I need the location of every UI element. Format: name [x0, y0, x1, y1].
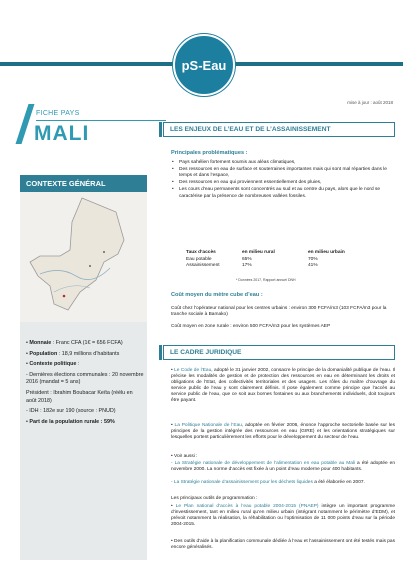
cadre-section-title: LE CADRE JURIDIQUE — [163, 345, 395, 360]
fact-politics: • Contexte politique : — [26, 361, 80, 368]
map-icon — [20, 192, 147, 322]
politique-link[interactable]: La Politique Nationale de l’Eau — [174, 423, 242, 428]
table-cell: 70% — [308, 256, 318, 262]
context-facts — [26, 340, 144, 429]
fiche-divider — [36, 120, 166, 121]
ps-eau-logo[interactable] — [173, 34, 235, 96]
update-date: mise à jour : août 2018 — [347, 100, 393, 105]
fact-idh: - IDH : 182e sur 190 (source : PNUD) — [26, 408, 116, 415]
pnaep-paragraph: • Le Plan national d’accès à l’eau potable 2004-2015 (PNAEP) intègre un important programme d’investissement, tant en milieu rural qu’en milieu urbain (intégrant notamment le périmètre d’EDM), et prévoit notamment la réalisation, la réhabilitation ou l’optimisation de 11 000 points d’eau sur la période 2004-2015. — [171, 504, 395, 528]
list-item: • Pays sahélien fortement soumis aux aléas climatiques, — [179, 160, 401, 166]
list-item: • Des ressources en eau de surface et souterraines importantes mais qui sont mal réparties dans le temps et dans l’espace, — [179, 167, 401, 180]
table-cell: Eau potable — [186, 256, 212, 262]
pnaep-link[interactable]: Le Plan national d’accès à l’eau potable 2004-2015 (PNAEP) — [175, 504, 319, 509]
list-item: • Des ressources en eau qui proviennent essentiellement des pluies, — [179, 180, 401, 186]
title-slash-decoration — [16, 104, 35, 144]
country-title: MALI — [34, 122, 90, 145]
cost-urban-text: Coût chez l’opérateur national pour les centres urbains : environ 300 FCFA/m3 (103 FCFA/m3 pour la tranche sociale à Bamako) — [171, 306, 387, 318]
table-cell: 41% — [308, 263, 318, 269]
strategie-aep-paragraph: - La Stratégie nationale de développement de l’alimentation en eau potable au Mali a été adoptée en novembre 2000. La norme d’accès est fixée à un point d’eau moderne pour 400 habitants. — [171, 461, 395, 473]
table-header: en milieu urbain — [308, 250, 345, 255]
politique-paragraph: • La Politique Nationale de l’Eau, adoptée en février 2006, énonce l’approche sectorielle basée sur les principes de la gestion intégrée des ressources en eau (GIRE) et les orientations stratégiques sur lesquelles portent particulièrement les efforts pour le développement du secteur de l’eau. — [171, 423, 395, 441]
strategie-assainissement-paragraph: - La Stratégie nationale d’assainissement pour les déchets liquides a été élaborée en 2007. — [171, 480, 365, 485]
access-rate-table — [186, 250, 358, 269]
fact-currency: • Monnaie : Franc CFA (1€ = 656 FCFA) — [26, 340, 123, 346]
table-row — [186, 263, 358, 270]
fiche-label: FICHE PAYS — [36, 110, 80, 117]
table-header: Taux d’accès — [186, 250, 216, 255]
list-item: • Les cours d’eau permanents sont concentrés au sud et au centre du pays, alors que le nord se caractérise par la présence de nombreuses vallées fossiles. — [179, 187, 401, 200]
fact-president: Président : Ibrahim Boubacar Keïta (réélu en août 2018) — [26, 389, 133, 404]
strategie-assainissement-link[interactable]: - La Stratégie nationale d’assainissement pour les déchets liquides — [171, 480, 313, 485]
table-header: en milieu rural — [242, 250, 275, 255]
table-source-note: * Données 2017, Rapport annuel DNH — [236, 278, 296, 282]
fact-population: • Population : 18,9 millions d’habitants — [26, 350, 120, 357]
enjeux-section-title: LES ENJEUX DE L’EAU ET DE L’ASSAINISSEMENT — [163, 122, 395, 137]
outils-intro: Les principaux outils de programmation : — [171, 496, 258, 501]
table-cell: Assainissement — [186, 263, 220, 269]
mali-map — [20, 192, 147, 322]
code-eau-link[interactable]: Le Code de l’Eau — [174, 368, 212, 373]
fact-elections: - Dernières élections communales : 20 novembre 2016 (mandat = 5 ans) — [26, 371, 144, 386]
problematiques-heading: Principales problématiques : — [171, 150, 248, 156]
outils-planification-paragraph: • Des outils d’aide à la planification communale dédiée à l’eau et l’assainissement ont été testés mais pas encore généralisés. — [171, 539, 396, 551]
logo-text: pS-Eau — [181, 57, 227, 73]
fact-rural: • Part de la population rurale : 59% — [26, 418, 115, 425]
table-cell: 65% — [242, 256, 252, 262]
cost-heading: Coût moyen du mètre cube d’eau : — [171, 292, 263, 298]
context-title: CONTEXTE GÉNÉRAL — [20, 175, 147, 192]
table-row — [186, 256, 358, 263]
table-cell: 17% — [242, 263, 252, 269]
strategie-aep-link[interactable]: - La Stratégie nationale de développement de l’alimentation en eau potable au Mali — [171, 461, 356, 466]
code-eau-paragraph: • Le Code de l’Eau, adopté le 31 janvier 2002, consacre le principe de la domanialité publique de l’eau. Il précise les modalités de gestion et de protection des ressources en eau en déterminant les droits et obligations de l’Etat, des collectivités territoriales et des usagers. Les rôles du maître d’ouvrage du service public de l’eau y sont clairement définis. Il pose également comme principe que l’accès au service public de l’eau, que ce soit aux bornes fontaines ou aux branchements individuels, doit toujours être payant. — [171, 368, 395, 404]
problematiques-list — [171, 160, 401, 201]
voir-aussi: • Voir aussi : — [171, 454, 198, 459]
cost-rural-text: Coût moyen en zone rurale : environ 500 FCFA/m3 pour les systèmes AEP — [171, 324, 331, 329]
